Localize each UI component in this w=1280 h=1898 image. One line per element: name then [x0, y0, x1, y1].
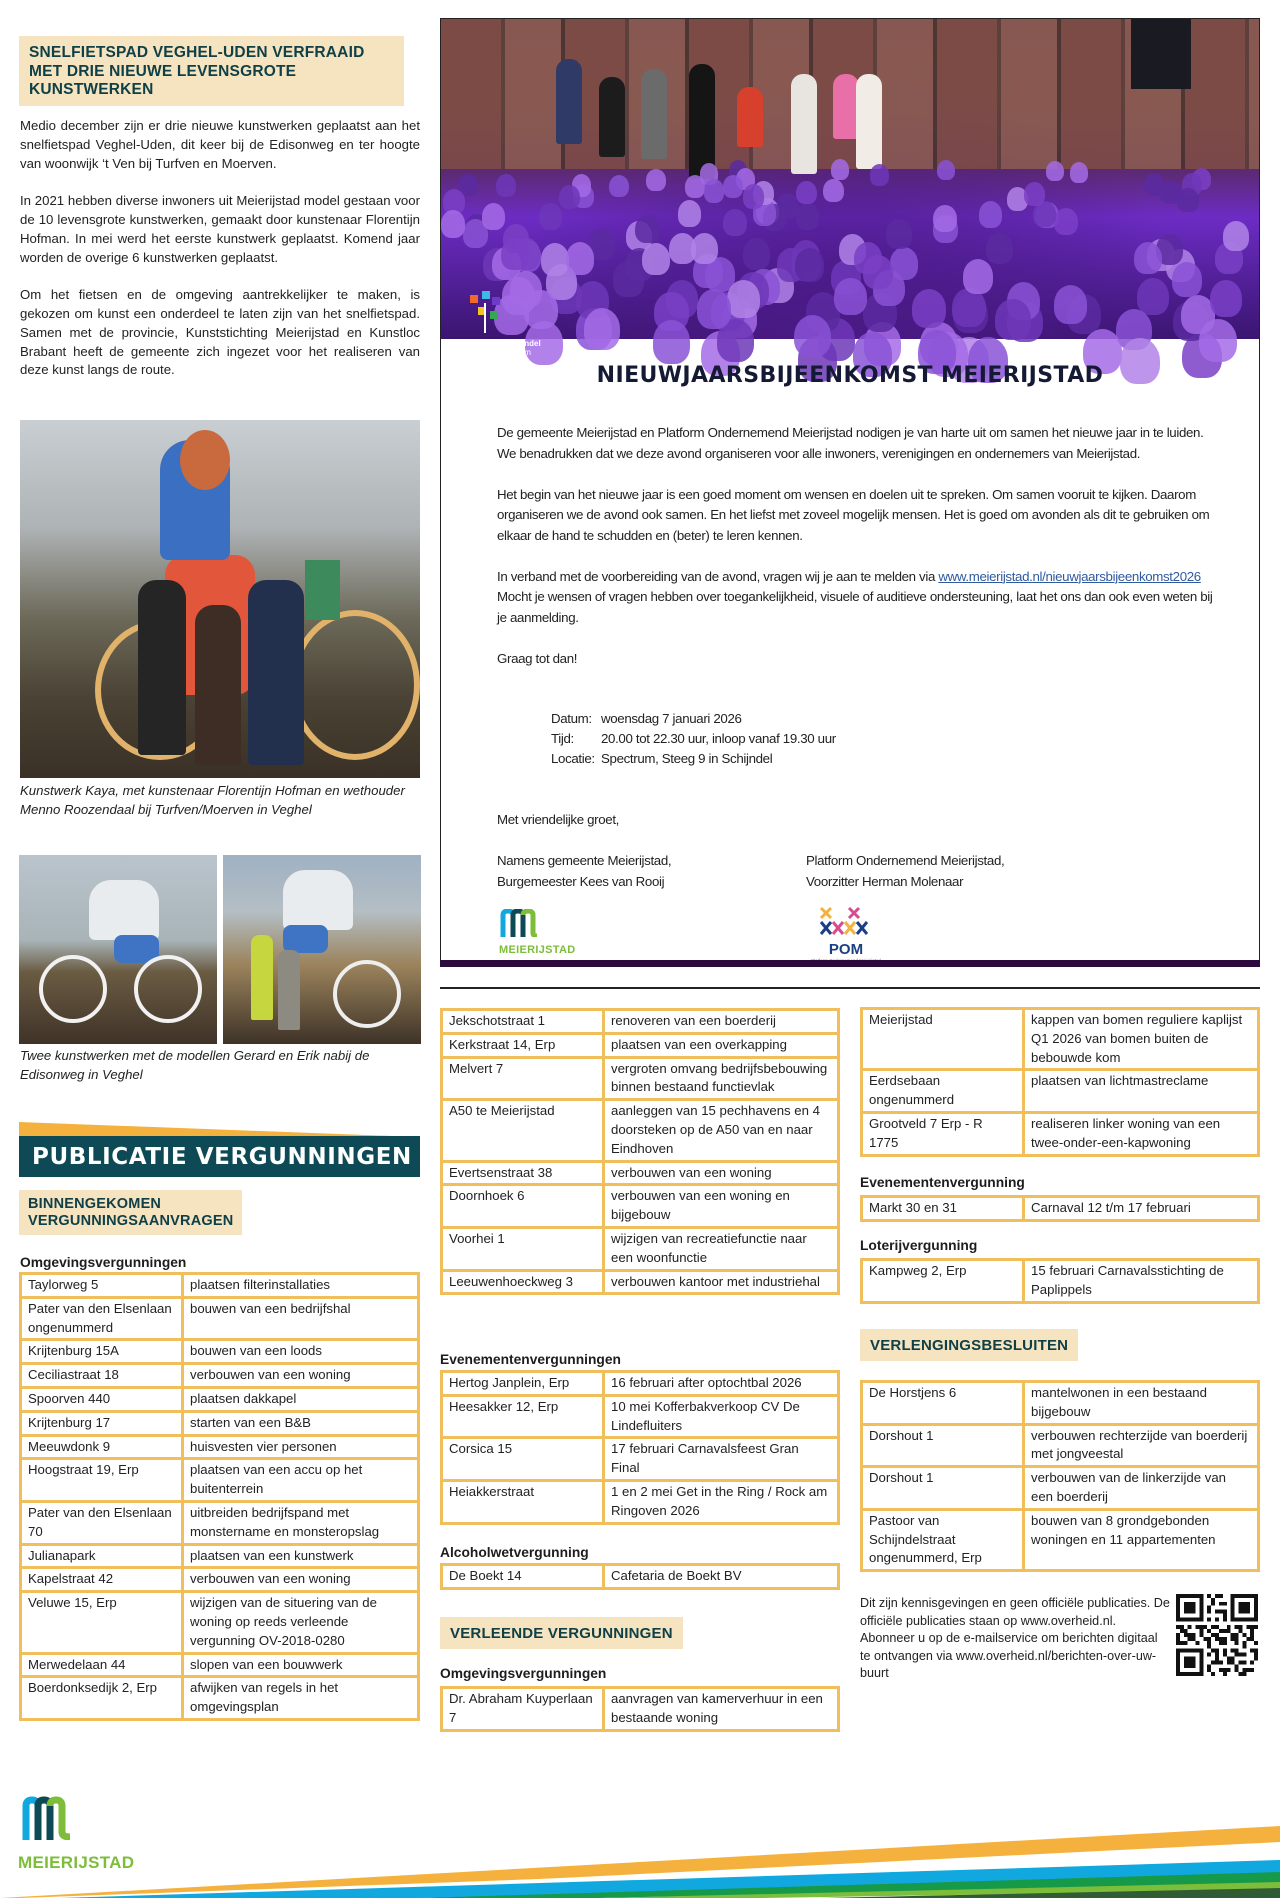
- photo-kunstwerk-gerard: [19, 855, 217, 1044]
- address-cell: Taylorweg 5: [21, 1274, 183, 1298]
- address-cell: Dr. Abraham Kuyperlaan 7: [442, 1688, 604, 1731]
- verleende-vergunningen-table: [440, 1686, 840, 1732]
- audience-member: [794, 315, 831, 358]
- address-cell: Pater van den Elsenlaan 70: [21, 1501, 183, 1544]
- signature-line: Voorzitter Herman Molenaar: [806, 873, 964, 889]
- description-cell: wijzigen van de situering van de woning op reeds verleende vergunning OV-2018-0280: [183, 1592, 419, 1653]
- audience-member: [609, 175, 629, 198]
- bicycle-wheel: [333, 960, 401, 1028]
- table-row: [442, 1227, 839, 1270]
- statue-rider: [283, 870, 353, 930]
- stage-person: [856, 74, 882, 169]
- description-cell: realiseren linker woning van een twee-onder-een-kapwoning: [1024, 1112, 1259, 1155]
- pom-logo-text: POM: [828, 941, 864, 958]
- article-title: [19, 36, 404, 106]
- audience-member: [870, 164, 889, 185]
- audience-member: [1046, 161, 1064, 182]
- description-cell: wijzigen van recreatiefunctie naar een woonfunctie: [604, 1227, 839, 1270]
- photo-kunstwerk-erik: [223, 855, 421, 1044]
- stage-person: [689, 64, 715, 179]
- table-row: [21, 1340, 419, 1364]
- description-cell: verbouwen van een woning: [183, 1364, 419, 1388]
- alcoholwetvergunning-table: [440, 1563, 840, 1590]
- meierijstad-m-icon: [499, 909, 539, 937]
- audience-member: [795, 248, 824, 281]
- address-cell: Grootveld 7 Erp - R 1775: [862, 1112, 1024, 1155]
- address-cell: De Horstjens 6: [862, 1382, 1024, 1425]
- description-cell: plaatsen filterinstallaties: [183, 1274, 419, 1298]
- audience-member: [834, 278, 867, 315]
- audience-member: [743, 184, 764, 208]
- table-row: [21, 1568, 419, 1592]
- event-detail-date: [551, 709, 836, 729]
- detail-value: woensdag 7 januari 2026: [601, 711, 742, 726]
- address-cell: Veluwe 15, Erp: [21, 1592, 183, 1653]
- address-cell: Heesakker 12, Erp: [442, 1395, 604, 1438]
- description-cell: plaatsen van lichtmastreclame: [1024, 1070, 1259, 1113]
- address-cell: Meierijstad: [862, 1009, 1024, 1070]
- publicatie-banner-title: PUBLICATIE VERGUNNINGEN: [19, 1136, 420, 1177]
- invitation-bottom-bar: [440, 960, 1260, 967]
- table-row: [442, 1010, 839, 1034]
- address-cell: Krijtenburg 17: [21, 1411, 183, 1435]
- signature-pom: [806, 851, 1004, 892]
- description-cell: afwijken van regels in het omgevingsplan: [183, 1677, 419, 1720]
- description-cell: bouwen van een bedrijfshal: [183, 1297, 419, 1340]
- description-cell: verbouwen kantoor met industriehal: [604, 1270, 839, 1294]
- stage-person: [791, 74, 817, 174]
- signature-gemeente: [497, 851, 671, 892]
- verleende-omgeving-label: Omgevingsvergunningen: [440, 1666, 607, 1681]
- statue-shorts: [283, 925, 328, 953]
- table-row: [21, 1544, 419, 1568]
- person: [248, 580, 304, 765]
- detail-label: Locatie:: [551, 751, 595, 766]
- audience-member: [653, 320, 691, 363]
- audience-member: [1137, 278, 1170, 315]
- audience-member: [1172, 262, 1203, 297]
- greeting: Met vriendelijke groet,: [497, 812, 620, 827]
- address-cell: Hertog Janplein, Erp: [442, 1372, 604, 1396]
- stage-person: [737, 87, 763, 147]
- meierijstad-logo: [499, 909, 575, 956]
- audience-member: [727, 280, 760, 318]
- description-cell: verbouwen rechterzijde van boerderij met jongveestal: [1024, 1424, 1259, 1467]
- publicatie-banner: [19, 1122, 420, 1177]
- audience-member: [539, 203, 562, 230]
- article-title-line: MET DRIE NIEUWE LEVENSGROTE: [29, 62, 297, 80]
- table-row: [442, 1395, 839, 1438]
- audience-member: [559, 185, 580, 209]
- description-cell: bouwen van een loods: [183, 1340, 419, 1364]
- table-row: [21, 1297, 419, 1340]
- description-cell: mantelwonen in een bestaand bijgebouw: [1024, 1382, 1259, 1425]
- address-cell: Meeuwdonk 9: [21, 1435, 183, 1459]
- table-row: [21, 1387, 419, 1411]
- evenementenvergunningen-table: [440, 1370, 840, 1525]
- orange-accent-stripe: [19, 1122, 420, 1137]
- omgevingsvergunningen-table-2: [440, 1008, 840, 1295]
- audience-member: [723, 209, 747, 237]
- alcohol-label: Alcoholwetvergunning: [440, 1545, 589, 1560]
- address-cell: Leeuwenhoeckweg 3: [442, 1270, 604, 1294]
- invitation-card: [440, 18, 1260, 966]
- omgeving-label: Omgevingsvergunningen: [20, 1255, 187, 1270]
- heading-line: VERGUNNINGSAANVRAGEN: [28, 1213, 234, 1229]
- audience-member: [963, 259, 993, 294]
- table-row: [862, 1382, 1259, 1425]
- divider: [440, 987, 1260, 989]
- audience-member: [678, 200, 701, 227]
- audience-member: [566, 242, 594, 274]
- table-row: [21, 1501, 419, 1544]
- article-title-line: SNELFIETSPAD VEGHEL-UDEN VERFRAAID: [29, 44, 365, 61]
- address-cell: Heiakkerstraat: [442, 1480, 604, 1523]
- audience-member: [646, 169, 665, 191]
- address-cell: Markt 30 en 31: [862, 1197, 1024, 1221]
- stage-person: [599, 77, 625, 157]
- description-cell: renoveren van een boerderij: [604, 1010, 839, 1034]
- audience-member: [1070, 162, 1088, 183]
- detail-value: Spectrum, Steeg 9 in Schijndel: [601, 751, 773, 766]
- audience-member: [691, 233, 718, 264]
- address-cell: Kampweg 2, Erp: [862, 1260, 1024, 1303]
- description-cell: verbouwen van een woning en bijgebouw: [604, 1185, 839, 1228]
- person: [138, 580, 186, 755]
- address-cell: Jekschotstraat 1: [442, 1010, 604, 1034]
- address-cell: Pastoor van Schijndelstraat ongenummerd, Erp: [862, 1509, 1024, 1570]
- audience-member: [933, 205, 957, 232]
- spectrum-logo: [466, 289, 541, 357]
- address-cell: Hoogstraat 19, Erp: [21, 1459, 183, 1502]
- invitation-paragraph-register: [497, 567, 1217, 629]
- audience-member: [685, 175, 705, 198]
- description-cell: plaatsen van een overkapping: [604, 1033, 839, 1057]
- loterij-label: Loterijvergunning: [860, 1238, 978, 1253]
- registration-link[interactable]: www.meierijstad.nl/nieuwjaarsbijeenkomst2026: [938, 568, 1201, 584]
- description-cell: plaatsen van een kunstwerk: [183, 1544, 419, 1568]
- table-row: [442, 1161, 839, 1185]
- address-cell: Corsica 15: [442, 1438, 604, 1481]
- signature-line: Platform Ondernemend Meierijstad,: [806, 853, 1005, 868]
- table-row: [862, 1197, 1259, 1221]
- binnengekomen-heading: [19, 1190, 242, 1235]
- description-cell: verbouwen van een woning: [604, 1161, 839, 1185]
- audience-member: [613, 261, 644, 296]
- article-body: [20, 117, 420, 399]
- address-cell: Melvert 7: [442, 1057, 604, 1100]
- address-cell: Voorhei 1: [442, 1227, 604, 1270]
- footer-meierijstad-logo: [18, 1796, 134, 1873]
- address-cell: Merwedelaan 44: [21, 1653, 183, 1677]
- table-row: [21, 1411, 419, 1435]
- address-cell: Dorshout 1: [862, 1467, 1024, 1510]
- description-cell: 17 februari Carnavalsfeest Gran Final: [604, 1438, 839, 1481]
- event-detail-location: [551, 749, 836, 769]
- event-details: [551, 709, 836, 769]
- text: In verband met de voorbereiding van de avond, vragen wij je aan te melden via: [497, 568, 939, 584]
- verlengingsbesluiten-heading: VERLENGINGSBESLUITEN: [860, 1329, 1078, 1361]
- article-paragraph: Om het fietsen en de omgeving aantrekkelijker te maken, is gekozen om kunst een onderdeel te laten zijn van het snelfietspad. Samen met de provincie, Kunststichting Meierijstad en Kunstloc Brabant heeft de gemeente zich ingezet voor het realiseren van deze kunst langs de route.: [20, 287, 420, 378]
- heading-line: BINNENGEKOMEN: [28, 1196, 162, 1212]
- footer-logo-word: MEIERIJSTAD: [18, 1853, 135, 1872]
- bicycle-wheel: [39, 955, 107, 1023]
- audience-member: [697, 289, 731, 328]
- audience-member: [979, 201, 1002, 228]
- pom-x-icon: [819, 906, 873, 936]
- audience-member: [704, 179, 724, 203]
- table-row: [21, 1653, 419, 1677]
- audience-member: [482, 203, 505, 230]
- pom-logo: [806, 906, 886, 963]
- speaker: [1131, 19, 1191, 89]
- table-row: [21, 1274, 419, 1298]
- audience-member: [952, 288, 986, 327]
- table-row: [21, 1364, 419, 1388]
- address-cell: Spoorven 440: [21, 1387, 183, 1411]
- audience-member: [501, 238, 529, 270]
- audience-member: [642, 243, 670, 275]
- description-cell: kappen van bomen reguliere kaplijst Q1 2026 van bomen buiten de bebouwde kom: [1024, 1009, 1259, 1070]
- person: [195, 605, 241, 765]
- audience-member: [796, 181, 817, 205]
- audience-member: [584, 308, 620, 350]
- table-row: [442, 1185, 839, 1228]
- table-row: [862, 1009, 1259, 1070]
- description-cell: verbouwen van een woning: [183, 1568, 419, 1592]
- bicycle-bag: [305, 560, 340, 620]
- address-cell: Boerdonksedijk 2, Erp: [21, 1677, 183, 1720]
- description-cell: huisvesten vier personen: [183, 1435, 419, 1459]
- audience-member: [986, 233, 1013, 264]
- audience-member: [1054, 208, 1078, 236]
- audience-member: [854, 242, 882, 274]
- spectrum-logo-subtitle: Cultureel Centrum: [466, 348, 531, 357]
- audience-member: [912, 289, 946, 328]
- table-row: [442, 1565, 839, 1589]
- audience-member: [635, 215, 660, 244]
- event-photo: [441, 19, 1259, 357]
- invitation-paragraph: Het begin van het nieuwe jaar is een goed moment om wensen en doelen uit te spreken. Om samen vooruit te kijken. Daarom organiseren we de avond ook samen. En het liefst met zoveel mogelijk mensen. Het is goed om avonden als dit te gebruiken om elkaar de hand te schudden en (beter) te leren kennen.: [497, 486, 1210, 543]
- detail-label: Datum:: [551, 711, 592, 726]
- description-cell: Carnaval 12 t/m 17 februari: [1024, 1197, 1259, 1221]
- address-cell: Doornhoek 6: [442, 1185, 604, 1228]
- audience-member: [1177, 188, 1199, 213]
- stage-person: [556, 59, 582, 144]
- description-cell: vergroten omvang bedrijfsbebouwing binnen bestaand functievlak: [604, 1057, 839, 1100]
- article-title-line: KUNSTWERKEN: [29, 81, 154, 98]
- stage-person: [641, 69, 667, 159]
- spectrum-tree-icon: [466, 289, 506, 333]
- description-cell: 15 februari Carnavalsstichting de Paplippels: [1024, 1260, 1259, 1303]
- description-cell: bouwen van 8 grondgebonden woningen en 11 appartementen: [1024, 1509, 1259, 1570]
- table-row: [442, 1270, 839, 1294]
- description-cell: 10 mei Kofferbakverkoop CV De Lindefluiters: [604, 1395, 839, 1438]
- audience-member: [743, 238, 771, 270]
- audience-member: [441, 210, 465, 238]
- audience-member: [1210, 280, 1243, 318]
- audience-member: [1134, 242, 1162, 274]
- table-row: [442, 1033, 839, 1057]
- description-cell: 16 februari after optochtbal 2026: [604, 1372, 839, 1396]
- address-cell: Julianapark: [21, 1544, 183, 1568]
- address-cell: Dorshout 1: [862, 1424, 1024, 1467]
- meierijstad-m-icon: [18, 1796, 78, 1840]
- disclaimer-note: Dit zijn kennisgevingen en geen officiële publicaties. De officiële publicaties staan op www.overheid.nl. Abonneer u op de e-mailservice om berichten digitaal te ontvangen via www.overheid.nl/berichten-over-uw-buurt: [860, 1596, 1170, 1681]
- photo-caption-kaya: Kunstwerk Kaya, met kunstenaar Florentijn Hofman en wethouder Menno Roozendaal bij Turfven/Moerven in Veghel: [20, 783, 405, 817]
- address-cell: Evertsenstraat 38: [442, 1161, 604, 1185]
- table-row: [442, 1688, 839, 1731]
- omgevingsvergunningen-table-1: [19, 1272, 420, 1721]
- invitation-title: NIEUWJAARSBIJEENKOMST MEIERIJSTAD: [596, 363, 1104, 388]
- meierijstad-logo-text: MEIERIJSTAD: [499, 944, 576, 956]
- spectrum-logo-title: Spectrum Schijndel: [466, 339, 541, 348]
- address-cell: Ceciliastraat 18: [21, 1364, 183, 1388]
- description-cell: aanleggen van 15 pechhavens en 4 doorsteken op de A50 van en naar Eindhoven: [604, 1100, 839, 1161]
- description-cell: aanvragen van kamerverhuur in een bestaande woning: [604, 1688, 839, 1731]
- table-row: [862, 1112, 1259, 1155]
- table-row: [862, 1467, 1259, 1510]
- article-paragraph: Medio december zijn er drie nieuwe kunstwerken geplaatst aan het snelfietspad Veghel-Uden, dit keer bij de Edisonweg en ter hoogte van woonwijk ‘t Ven bij Turfven en Moerven.: [20, 118, 420, 171]
- description-cell: verbouwen van de linkerzijde van een boerderij: [1024, 1467, 1259, 1510]
- table-row: [862, 1070, 1259, 1113]
- bicycle-wheel: [134, 955, 202, 1023]
- text: Mocht je wensen of vragen hebben over toegankelijkheid, visuele of auditieve ondersteuning, laat het ons dan ook even weten bij je aanmelding.: [497, 589, 1213, 625]
- invitation-body: [497, 423, 1217, 690]
- omgevingsvergunningen-table-3: [860, 1007, 1260, 1157]
- evenementenvergunning-table: [860, 1195, 1260, 1222]
- address-cell: Krijtenburg 15A: [21, 1340, 183, 1364]
- address-cell: De Boekt 14: [442, 1565, 604, 1589]
- person: [278, 950, 300, 1030]
- address-cell: A50 te Meierijstad: [442, 1100, 604, 1161]
- table-row: [442, 1480, 839, 1523]
- address-cell: Kapelstraat 42: [21, 1568, 183, 1592]
- table-row: [442, 1438, 839, 1481]
- audience-member: [796, 203, 819, 230]
- qr-code-icon[interactable]: [1176, 1594, 1258, 1676]
- article-paragraph: In 2021 hebben diverse inwoners uit Meierijstad model gestaan voor de 10 levensgrote kunstwerken, gemaakt door kunstenaar Florentijn Hofman. In mei werd het eerste kunstwerk geplaatst. Komend jaar worden de overige 6 kunstwerken geplaatst.: [20, 193, 420, 265]
- photo-kunstwerk-kaya: [20, 420, 420, 778]
- audience-member: [1054, 285, 1087, 323]
- table-row: [442, 1100, 839, 1161]
- verlengingsbesluiten-table: [860, 1380, 1260, 1572]
- audience-member: [937, 160, 955, 181]
- description-cell: plaatsen van een accu op het buitenterrein: [183, 1459, 419, 1502]
- address-cell: Eerdsebaan ongenummerd: [862, 1070, 1024, 1113]
- signature-line: Namens gemeente Meierijstad,: [497, 853, 672, 868]
- audience-member: [831, 159, 849, 180]
- invitation-paragraph: De gemeente Meierijstad en Platform Ondernemend Meierijstad nodigen je van harte uit om samen het nieuwe jaar in te luiden. We benadrukken dat we deze avond organiseren voor alle inwoners, verenigingen en ondernemers van Meierijstad.: [497, 425, 1204, 461]
- audience-member: [496, 174, 516, 197]
- table-row: [442, 1057, 839, 1100]
- statue-head: [180, 430, 230, 490]
- evenementen-label: Evenementenvergunningen: [440, 1352, 621, 1367]
- bicycle-wheel: [290, 610, 420, 760]
- description-cell: 1 en 2 mei Get in the Ring / Rock am Ringoven 2026: [604, 1480, 839, 1523]
- footer-color-waves: [0, 1790, 1280, 1898]
- audience-member: [823, 179, 843, 202]
- table-row: [21, 1435, 419, 1459]
- verleende-heading: VERLEENDE VERGUNNINGEN: [440, 1617, 683, 1649]
- footer-logo-text: [18, 1853, 134, 1873]
- table-row: [21, 1592, 419, 1653]
- evenement-label: Evenementenvergunning: [860, 1175, 1025, 1190]
- table-row: [862, 1260, 1259, 1303]
- description-cell: plaatsen dakkapel: [183, 1387, 419, 1411]
- address-cell: Pater van den Elsenlaan ongenummerd: [21, 1297, 183, 1340]
- table-row: [21, 1459, 419, 1502]
- audience-member: [723, 175, 743, 198]
- event-detail-time: [551, 729, 836, 749]
- address-cell: Kerkstraat 14, Erp: [442, 1033, 604, 1057]
- statue-rider: [89, 880, 159, 940]
- audience-member: [1223, 221, 1249, 250]
- audience-member: [886, 219, 911, 248]
- photo-caption-bikes: Twee kunstwerken met de modellen Gerard en Erik nabij de Edisonweg in Veghel: [20, 1048, 370, 1082]
- invitation-closing: Graag tot dan!: [497, 650, 578, 666]
- audience-member: [995, 299, 1030, 339]
- table-row: [862, 1509, 1259, 1570]
- table-row: [442, 1372, 839, 1396]
- person: [251, 935, 273, 1020]
- signature-line: Burgemeester Kees van Rooij: [497, 873, 665, 889]
- audience-member: [1024, 182, 1045, 206]
- detail-label: Tijd:: [551, 731, 574, 746]
- loterijvergunning-table: [860, 1258, 1260, 1304]
- description-cell: uitbreiden bedrijfspand met monstername en monsteropslag: [183, 1501, 419, 1544]
- table-row: [862, 1424, 1259, 1467]
- detail-value: 20.00 tot 22.30 uur, inloop vanaf 19.30 uur: [601, 731, 836, 746]
- description-cell: starten van een B&B: [183, 1411, 419, 1435]
- description-cell: slopen van een bouwwerk: [183, 1653, 419, 1677]
- description-cell: Cafetaria de Boekt BV: [604, 1565, 839, 1589]
- table-row: [21, 1677, 419, 1720]
